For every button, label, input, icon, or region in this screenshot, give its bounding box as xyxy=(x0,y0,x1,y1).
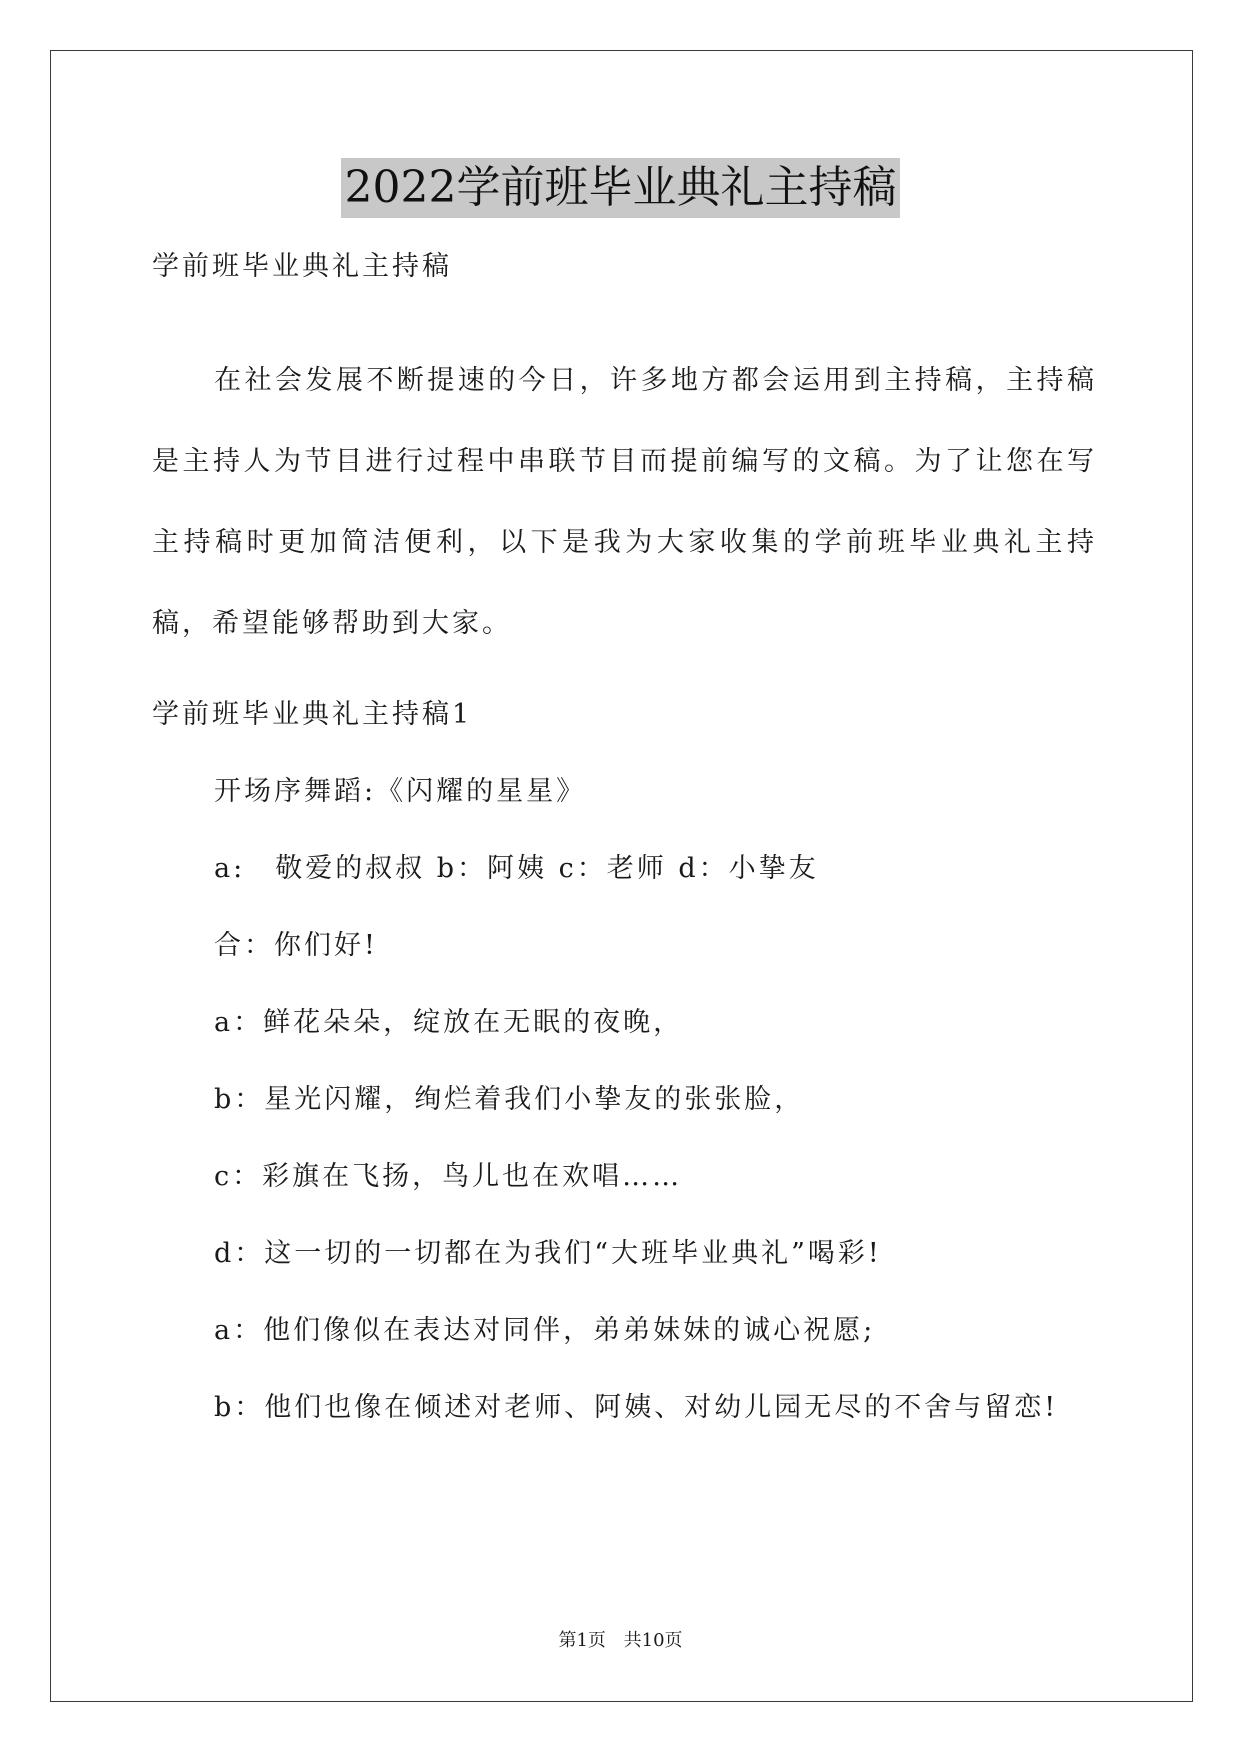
document-title: 2022学前班毕业典礼主持稿 xyxy=(341,158,901,218)
script-line: d：这一切的一切都在为我们“大班毕业典礼”喝彩! xyxy=(214,1238,882,1269)
intro-paragraph: 在社会发展不断提速的今日，许多地方都会运用到主持稿，主持稿是主持人为节目进行过程中串联节目而提前编写的文稿。为了让您在写主持稿时更加简洁便利，以下是我为大家收集的学前班毕业典礼主持稿，希望能够帮助到大家。 xyxy=(152,365,1097,639)
script-line: 合：你们好! xyxy=(214,930,378,961)
script-line: a：他们像似在表达对同伴，弟弟妹妹的诚心祝愿; xyxy=(214,1315,876,1346)
script-line: 开场序舞蹈:《闪耀的星星》 xyxy=(214,776,587,807)
title-container xyxy=(0,158,1241,218)
subtitle: 学前班毕业典礼主持稿 xyxy=(152,251,452,282)
page-footer xyxy=(0,1626,1241,1652)
page-number: 第1页 xyxy=(558,1630,606,1651)
script-line: b：星光闪耀，绚烂着我们小挚友的张张脸， xyxy=(214,1084,805,1115)
page-total: 共10页 xyxy=(623,1630,683,1651)
script-line: c：彩旗在飞扬，鸟儿也在欢唱…… xyxy=(214,1161,683,1192)
script-line: b：他们也像在倾述对老师、阿姨、对幼儿园无尽的不舍与留恋! xyxy=(214,1392,1059,1423)
section-heading: 学前班毕业典礼主持稿1 xyxy=(152,699,473,730)
script-line: a: 敬爱的叔叔 b：阿姨 c：老师 d：小挚友 xyxy=(214,853,819,884)
script-line: a：鲜花朵朵，绽放在无眠的夜晚， xyxy=(214,1007,684,1038)
